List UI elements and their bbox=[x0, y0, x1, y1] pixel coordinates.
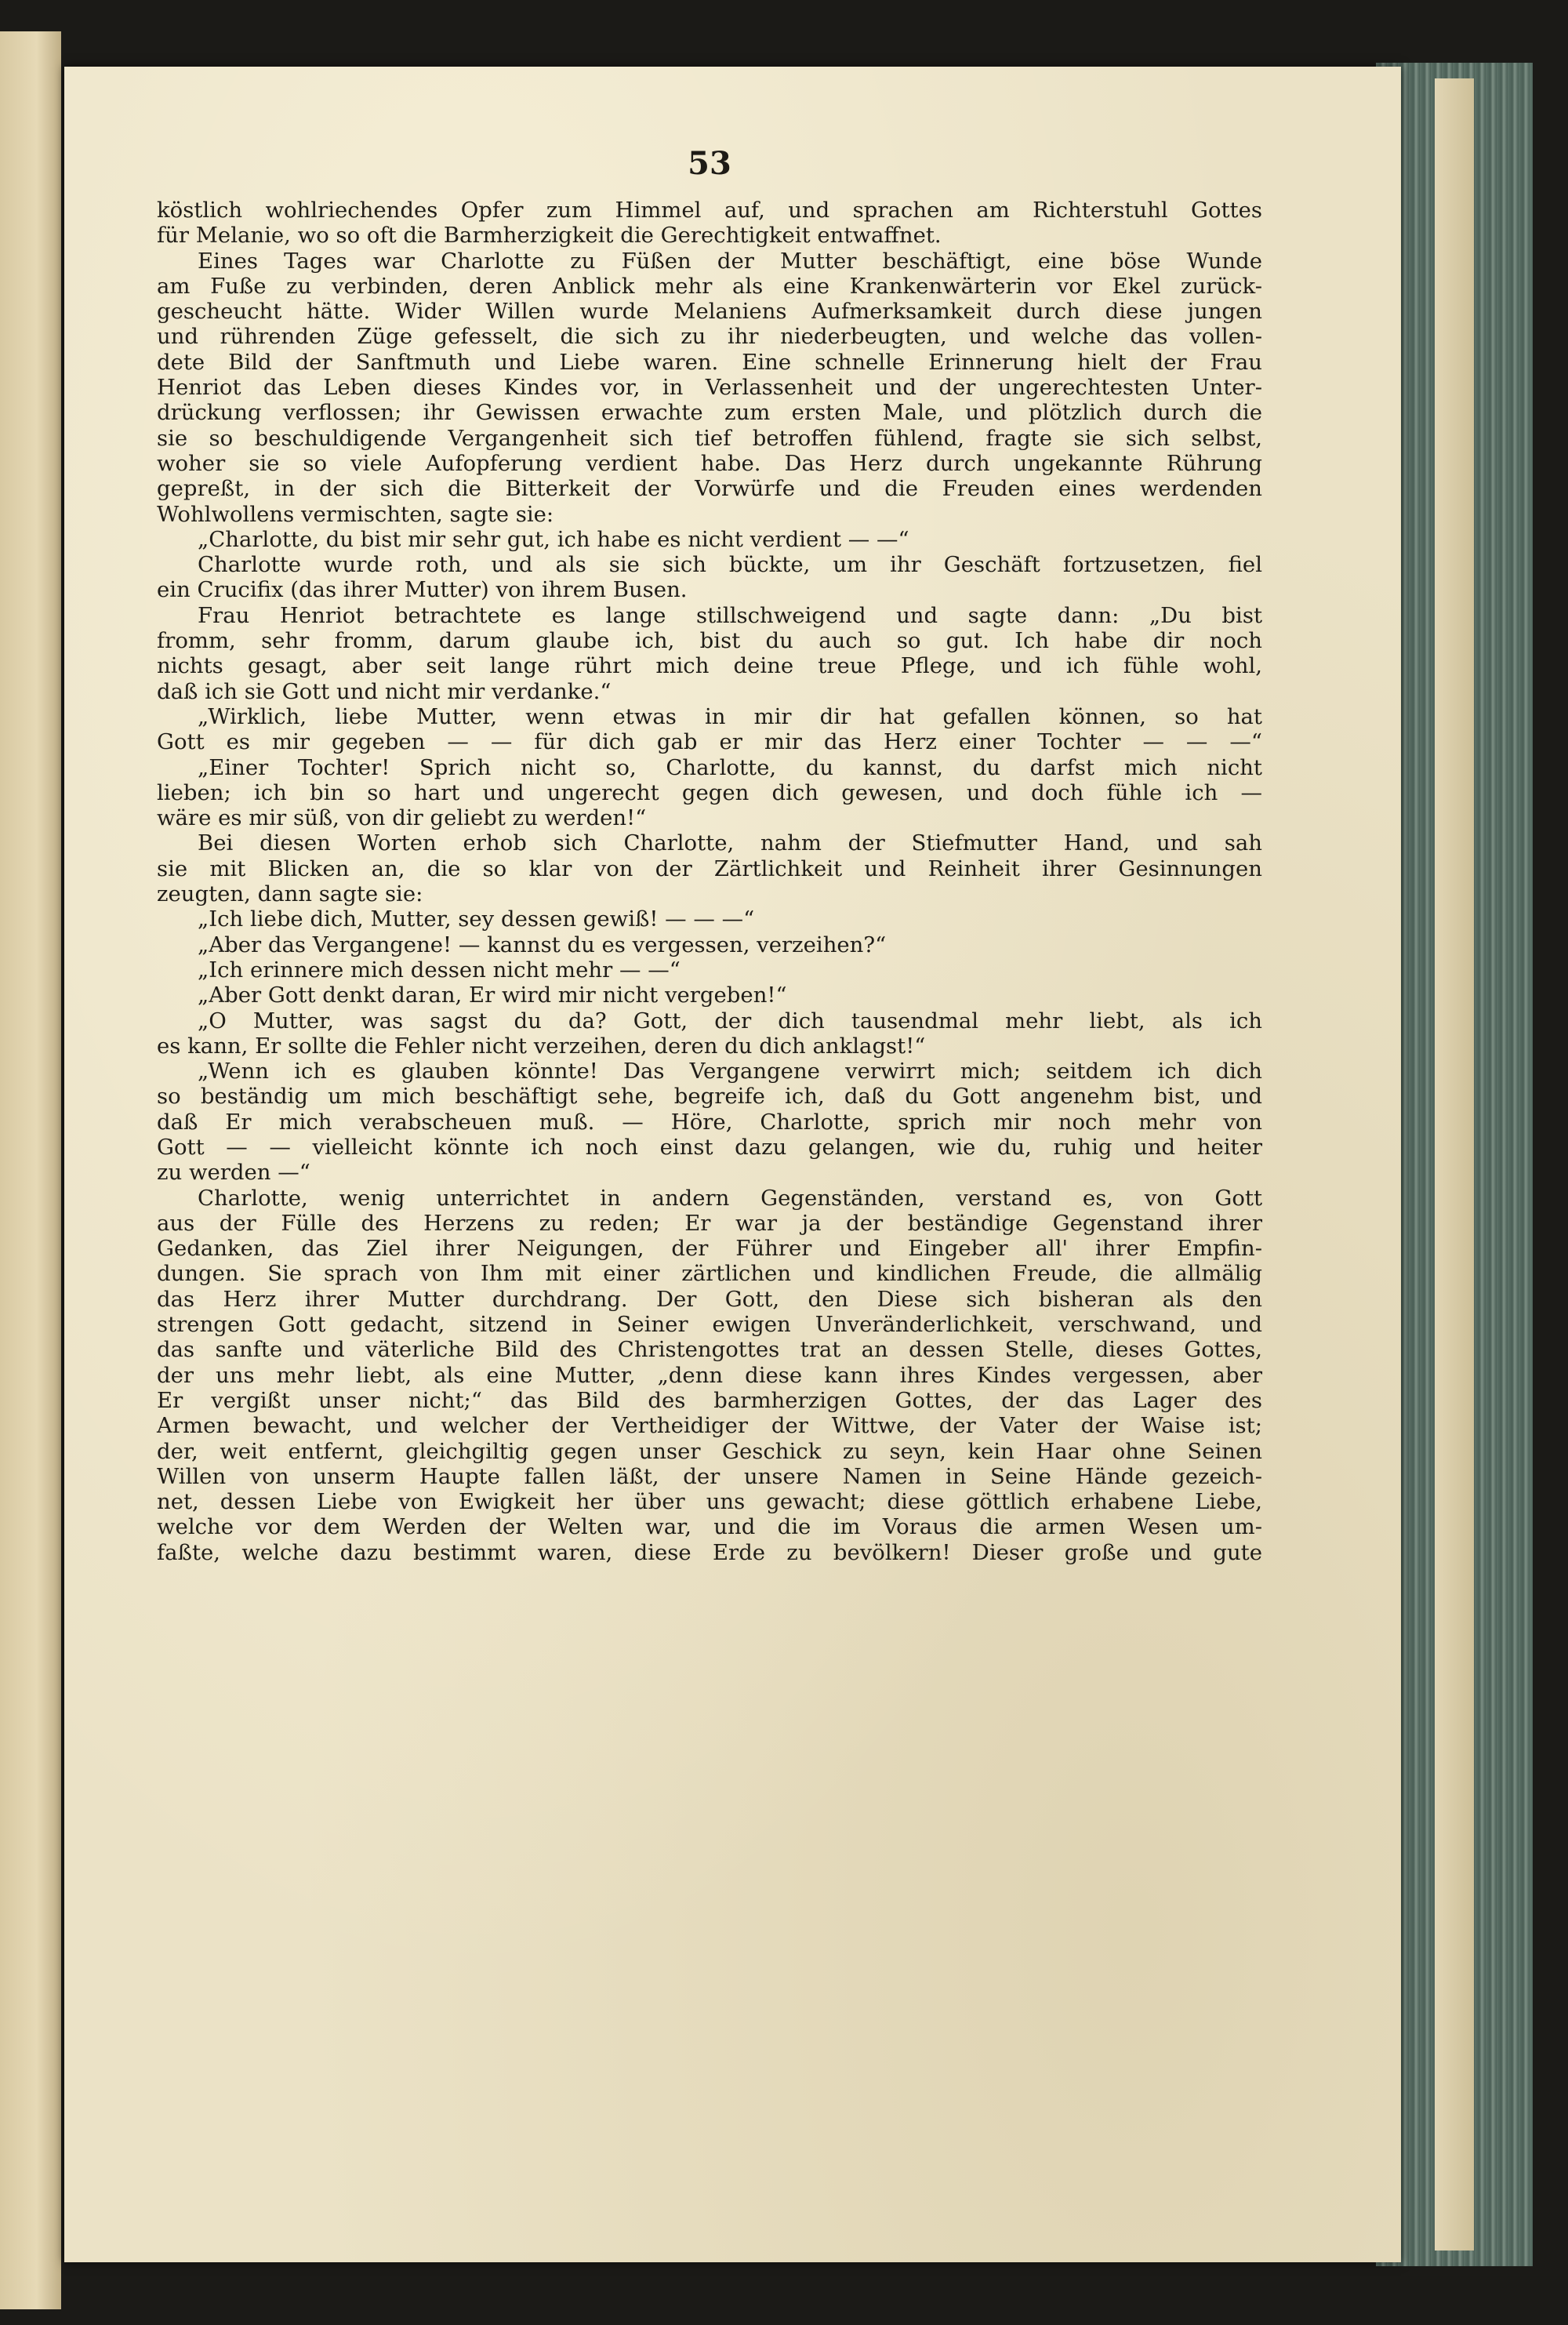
text-line: das sanfte und väterliche Bild des Christengottes trat an dessen Stelle, dieses Gottes, bbox=[157, 1337, 1262, 1363]
text-line: „Ich liebe dich, Mutter, sey dessen gewiß! — — —“ bbox=[198, 906, 755, 932]
text-line: „Wenn ich es glauben könnte! Das Vergangene verwirrt mich; seitdem ich dich bbox=[198, 1059, 1262, 1084]
text-line: für Melanie, wo so oft die Barmherzigkeit die Gerechtigkeit entwaffnet. bbox=[157, 223, 942, 249]
left-facing-page-edge bbox=[0, 31, 61, 2309]
text-line: köstlich wohlriechendes Opfer zum Himmel auf, und sprachen am Richterstuhl Gottes bbox=[157, 198, 1262, 223]
text-line: der, weit entfernt, gleichgiltig gegen unser Geschick zu seyn, kein Haar ohne Seinen bbox=[157, 1438, 1262, 1464]
text-line: Willen von unserm Haupte fallen läßt, der unsere Namen in Seine Hände gezeich- bbox=[157, 1463, 1262, 1489]
text-line: Gott es mir gegeben — — für dich gab er mir das Herz einer Tochter — — —“ bbox=[157, 729, 1262, 755]
text-line: „Einer Tochter! Sprich nicht so, Charlotte, du kannst, du darfst mich nicht bbox=[198, 754, 1262, 780]
text-line: Gedanken, das Ziel ihrer Neigungen, der Führer und Eingeber all' ihrer Empfin- bbox=[157, 1236, 1262, 1262]
text-line: Er vergißt unser nicht;“ das Bild des barmherzigen Gottes, der das Lager des bbox=[157, 1387, 1262, 1413]
text-line: strengen Gott gedacht, sitzend in Seiner ewigen Unveränderlichkeit, verschwand, und bbox=[157, 1312, 1262, 1338]
text-line: Frau Henriot betrachtete es lange stillschweigend und sagte dann: „Du bist bbox=[198, 602, 1262, 628]
text-line: dete Bild der Sanftmuth und Liebe waren. Eine schnelle Erinnerung hielt der Frau bbox=[157, 349, 1262, 375]
text-line: net, dessen Liebe von Ewigkeit her über uns gewacht; diese göttlich erhabene Liebe, bbox=[157, 1489, 1262, 1515]
text-line: „O Mutter, was sagst du da? Gott, der dich tausendmal mehr liebt, als ich bbox=[198, 1008, 1262, 1034]
text-line: aus der Fülle des Herzens zu reden; Er war ja der beständige Gegenstand ihrer bbox=[157, 1210, 1262, 1236]
text-line: nichts gesagt, aber seit lange rührt mich deine treue Pflege, und ich fühle wohl, bbox=[157, 653, 1262, 679]
text-line: Wohlwollens vermischten, sagte sie: bbox=[157, 501, 554, 527]
text-line: Henriot das Leben dieses Kindes vor, in Verlassenheit und der ungerechtesten Unter- bbox=[157, 375, 1262, 401]
text-line: „Aber das Vergangene! — kannst du es vergessen, verzeihen?“ bbox=[198, 932, 887, 957]
text-line: „Ich erinnere mich dessen nicht mehr — —“ bbox=[198, 957, 681, 983]
text-line: wäre es mir süß, von dir geliebt zu werden!“ bbox=[157, 805, 647, 831]
page-number: 53 bbox=[688, 145, 731, 182]
text-line: Eines Tages war Charlotte zu Füßen der Mutter beschäftigt, eine böse Wunde bbox=[198, 248, 1262, 274]
text-line: daß ich sie Gott und nicht mir verdanke.“ bbox=[157, 678, 612, 704]
text-line: drückung verflossen; ihr Gewissen erwachte zum ersten Male, und plötzlich durch die bbox=[157, 400, 1262, 426]
text-line: sie mit Blicken an, die so klar von der Zärtlichkeit und Reinheit ihrer Gesinnungen bbox=[157, 856, 1262, 881]
text-line: Bei diesen Worten erhob sich Charlotte, nahm der Stiefmutter Hand, und sah bbox=[198, 830, 1262, 856]
text-line: daß Er mich verabscheuen muß. — Höre, Charlotte, sprich mir noch mehr von bbox=[157, 1109, 1262, 1135]
text-line: Armen bewacht, und welcher der Vertheidiger der Wittwe, der Vater der Waise ist; bbox=[157, 1413, 1262, 1439]
text-line: es kann, Er sollte die Fehler nicht verzeihen, deren du dich anklagst!“ bbox=[157, 1033, 926, 1059]
text-line: fromm, sehr fromm, darum glaube ich, bist du auch so gut. Ich habe dir noch bbox=[157, 628, 1262, 654]
body-text bbox=[157, 198, 1262, 1565]
text-line: das Herz ihrer Mutter durchdrang. Der Gott, den Diese sich bisheran als den bbox=[157, 1286, 1262, 1312]
page-edge-highlight bbox=[1435, 78, 1474, 2251]
text-line: woher sie so viele Aufopferung verdient habe. Das Herz durch ungekannte Rührung bbox=[157, 450, 1262, 476]
text-line: dungen. Sie sprach von Ihm mit einer zärtlichen und kindlichen Freude, die allmälig bbox=[157, 1261, 1262, 1287]
text-line: zeugten, dann sagte sie: bbox=[157, 881, 423, 907]
text-line: Charlotte, wenig unterrichtet in andern Gegenständen, verstand es, von Gott bbox=[198, 1185, 1262, 1211]
text-line: „Wirklich, liebe Mutter, wenn etwas in mir dir hat gefallen können, so hat bbox=[198, 703, 1262, 729]
text-line: gepreßt, in der sich die Bitterkeit der Vorwürfe und die Freuden eines werdenden bbox=[157, 476, 1262, 502]
text-line: Gott — — vielleicht könnte ich noch einst dazu gelangen, wie du, ruhig und heiter bbox=[157, 1134, 1262, 1160]
text-line: so beständig um mich beschäftigt sehe, begreife ich, daß du Gott angenehm bist, und bbox=[157, 1084, 1262, 1110]
text-line: ein Crucifix (das ihrer Mutter) von ihrem Busen. bbox=[157, 577, 688, 603]
text-line: lieben; ich bin so hart und ungerecht gegen dich gewesen, und doch fühle ich — bbox=[157, 779, 1262, 805]
text-line: „Charlotte, du bist mir sehr gut, ich habe es nicht verdient — —“ bbox=[198, 526, 909, 552]
text-line: Charlotte wurde roth, und als sie sich bückte, um ihr Geschäft fortzusetzen, fiel bbox=[198, 552, 1262, 578]
text-line: faßte, welche dazu bestimmt waren, diese Erde zu bevölkern! Dieser große und gute bbox=[157, 1539, 1262, 1565]
text-line: „Aber Gott denkt daran, Er wird mir nicht vergeben!“ bbox=[198, 983, 787, 1008]
text-line: welche vor dem Werden der Welten war, und die im Voraus die armen Wesen um- bbox=[157, 1514, 1262, 1540]
text-line: gescheucht hätte. Wider Willen wurde Melaniens Aufmerksamkeit durch diese jungen bbox=[157, 299, 1262, 325]
text-line: zu werden —“ bbox=[157, 1160, 310, 1186]
text-line: am Fuße zu verbinden, deren Anblick mehr als eine Krankenwärterin vor Ekel zurück- bbox=[157, 273, 1262, 299]
text-line: der uns mehr liebt, als eine Mutter, „denn diese kann ihres Kindes vergessen, aber bbox=[157, 1362, 1262, 1388]
text-line: und rührenden Züge gefesselt, die sich zu ihr niederbeugten, und welche das vollen- bbox=[157, 324, 1262, 350]
text-line: sie so beschuldigende Vergangenheit sich tief betroffen fühlend, fragte sie sich selbst, bbox=[157, 425, 1262, 451]
